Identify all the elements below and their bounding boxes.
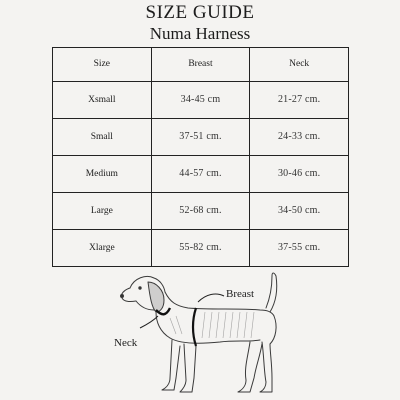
size-cell: Xsmall [53,81,152,118]
size-cell: Xlarge [53,229,152,266]
neck-label: Neck [114,337,138,349]
breast-cell: 44-57 cm. [151,155,250,192]
neck-cell: 30-46 cm. [250,155,349,192]
size-cell: Large [53,192,152,229]
table-row [53,155,349,192]
table-row [53,192,349,229]
table-header-row [53,48,349,82]
breast-cell: 34-45 cm [151,81,250,118]
size-cell: Medium [53,155,152,192]
column-header-breast: Breast [151,48,250,82]
breast-cell: 37-51 cm. [151,118,250,155]
size-table [52,47,349,267]
neck-cell: 34-50 cm. [250,192,349,229]
breast-cell: 52-68 cm. [151,192,250,229]
neck-cell: 24-33 cm. [250,118,349,155]
table-row [53,118,349,155]
neck-cell: 37-55 cm. [250,229,349,266]
table-row [53,229,349,266]
table-row [53,81,349,118]
neck-cell: 21-27 cm. [250,81,349,118]
page-title: SIZE GUIDE [145,2,255,23]
product-name: Numa Harness [149,24,251,43]
size-cell: Small [53,118,152,155]
breast-label: Breast [226,288,255,300]
dog-sketch-icon [110,268,300,400]
column-header-neck: Neck [250,48,349,82]
breast-cell: 55-82 cm. [151,229,250,266]
column-header-size: Size [53,48,152,82]
